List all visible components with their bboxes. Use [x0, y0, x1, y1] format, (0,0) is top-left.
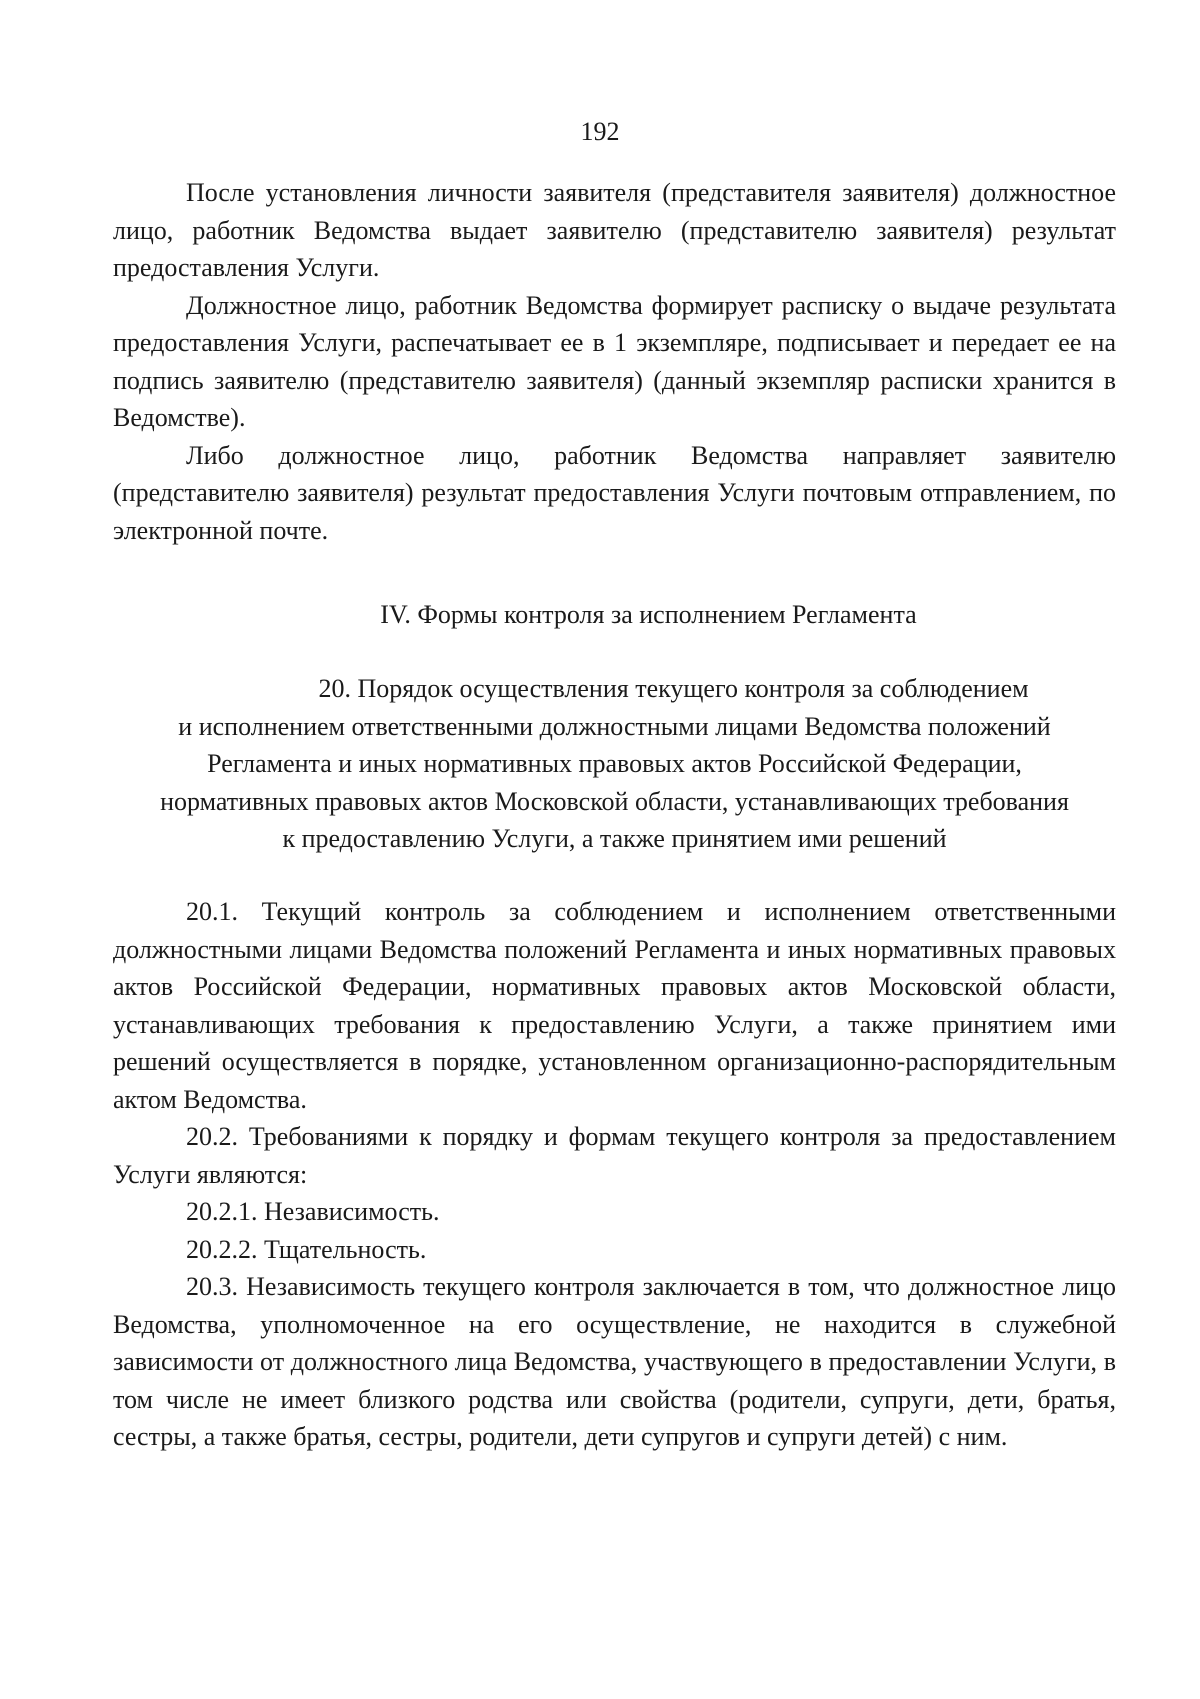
subsection-title-line: нормативных правовых актов Московской области, устанавливающих требования [160, 786, 1069, 816]
paragraph: Должностное лицо, работник Ведомства формирует расписку о выдаче результата предоставления Услуги, распечатывает ее в 1 экземпляре, подписывает и передает ее на подпись заявителю (представителю заявителя) (данный экземпляр расписки хранится в Ведомстве). [113, 290, 1116, 432]
page-number: 192 [580, 117, 620, 146]
paragraph: Либо должностное лицо, работник Ведомства направляет заявителю (представителю заявителя) результат предоставления Услуги почтовым отправлением, по электронной почте. [113, 440, 1116, 545]
paragraph: После установления личности заявителя (представителя заявителя) должностное лицо, работник Ведомства выдает заявителю (представителю заявителя) результат предоставления Услуги. [113, 178, 1116, 282]
subsection-title-line: 20. Порядок осуществления текущего контроля за соблюдением [318, 674, 1029, 703]
paragraph: 20.2.2. Тщательность. [186, 1234, 427, 1264]
section-title: IV. Формы контроля за исполнением Регламента [380, 600, 917, 629]
paragraph: 20.3. Независимость текущего контроля заключается в том, что должностное лицо Ведомства, уполномоченное на его осуществление, не находится в служебной зависимости от должностного лица Ведомства, участвующего в предоставлении Услуги, в том числе не имеет близкого родства или свойства (родители, супруги, дети, братья, сестры, а также братья, сестры, родители, дети супругов и супруги детей) с ним. [113, 1272, 1116, 1451]
subsection-title-line: к предоставлению Услуги, а также принятием ими решений [282, 824, 947, 853]
subsection-title-line: и исполнением ответственными должностными лицами Ведомства положений [178, 711, 1051, 741]
current-control-text [113, 893, 1116, 1456]
subsection-title-line: Регламента и иных нормативных правовых актов Российской Федерации, [207, 749, 1022, 778]
result-issuance-text [113, 174, 1116, 549]
paragraph: 20.2. Требованиями к порядку и формам текущего контроля за предоставлением Услуги являются: [113, 1122, 1116, 1189]
subsection-title [113, 670, 1116, 858]
paragraph: 20.1. Текущий контроль за соблюдением и исполнением ответственными должностными лицами Ведомства положений Регламента и иных нормативных правовых актов Российской Федерации, нормативных правовых актов Московской области, устанавливающих требования к предоставлению Услуги, а также принятием ими решений осуществляется в порядке, установленном организационно-распорядительным актом Ведомства. [113, 897, 1116, 1114]
paragraph: 20.2.1. Независимость. [186, 1197, 440, 1226]
